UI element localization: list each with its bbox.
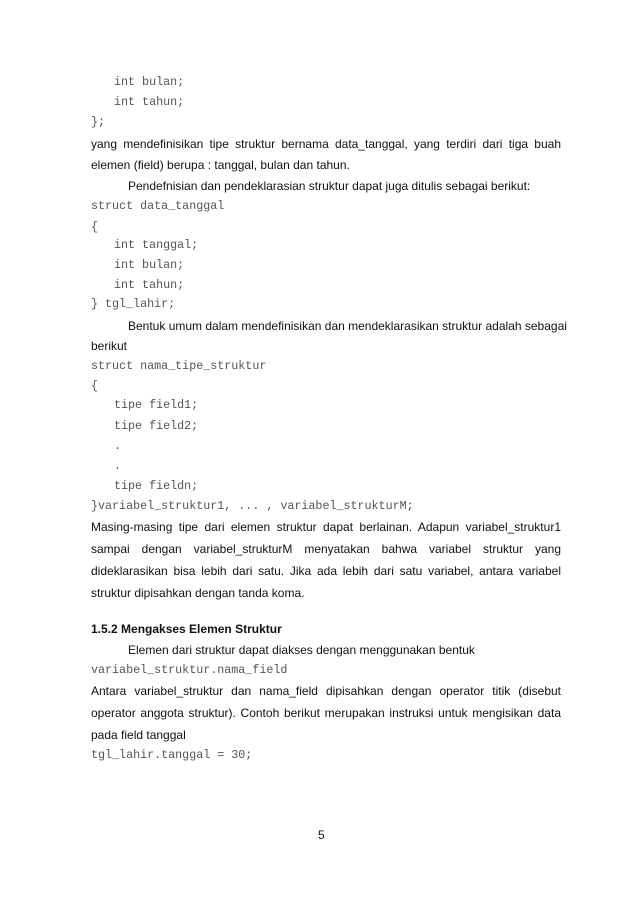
paragraph-line: sampai dengan variabel_strukturM menyatakan bahwa variabel struktur yang (91, 542, 561, 556)
code-line: }variabel_struktur1, ... , variabel_strukturM; (91, 499, 414, 513)
paragraph-line: operator anggota struktur). Contoh berikut merupakan instruksi untuk mengisikan data (91, 706, 561, 720)
code-line: . (114, 439, 122, 453)
paragraph-line: struktur dipisahkan dengan tanda koma. (91, 586, 305, 600)
paragraph-line: berikut (91, 339, 128, 353)
page-number: 5 (318, 828, 325, 842)
code-line: int bulan; (114, 258, 185, 272)
code-line: struct nama_tipe_struktur (91, 359, 267, 373)
code-line: variabel_struktur.nama_field (91, 663, 288, 677)
code-line: tipe fieldn; (114, 479, 199, 493)
code-line: }; (91, 115, 106, 129)
section-heading: 1.5.2 Mengakses Elemen Struktur (91, 622, 282, 636)
code-line: tgl_lahir.tanggal = 30; (91, 748, 253, 762)
code-line: int bulan; (114, 75, 185, 89)
paragraph-line: yang mendefinisikan tipe struktur bernama data_tanggal, yang terdiri dari tiga buah (91, 137, 561, 151)
code-line: struct data_tanggal (91, 199, 225, 213)
paragraph-line: Antara variabel_struktur dan nama_field dipisahkan dengan operator titik (disebut (91, 684, 561, 698)
paragraph-line: dideklarasikan bisa lebih dari satu. Jika ada lebih dari satu variabel, antara variabel (91, 564, 561, 578)
code-line: tipe field2; (114, 419, 199, 433)
code-line: { (91, 379, 99, 393)
paragraph-line: Pendefnisian dan pendeklarasian struktur dapat juga ditulis sebagai berikut: (128, 179, 531, 193)
paragraph-line: Bentuk umum dalam mendefinisikan dan mendeklarasikan struktur adalah sebagai (128, 319, 567, 333)
code-line: int tahun; (114, 278, 185, 292)
code-line: . (114, 459, 122, 473)
code-line: int tahun; (114, 95, 185, 109)
paragraph-line: Masing-masing tipe dari elemen struktur dapat berlainan. Adapun variabel_struktur1 (91, 520, 561, 534)
code-line: { (91, 220, 99, 234)
code-line: } tgl_lahir; (91, 297, 176, 311)
paragraph-line: pada field tanggal (91, 728, 186, 742)
paragraph-line: elemen (field) berupa : tanggal, bulan dan tahun. (91, 158, 350, 172)
code-line: int tanggal; (114, 238, 199, 252)
code-line: tipe field1; (114, 398, 199, 412)
paragraph-line: Elemen dari struktur dapat diakses dengan menggunakan bentuk (128, 643, 475, 657)
